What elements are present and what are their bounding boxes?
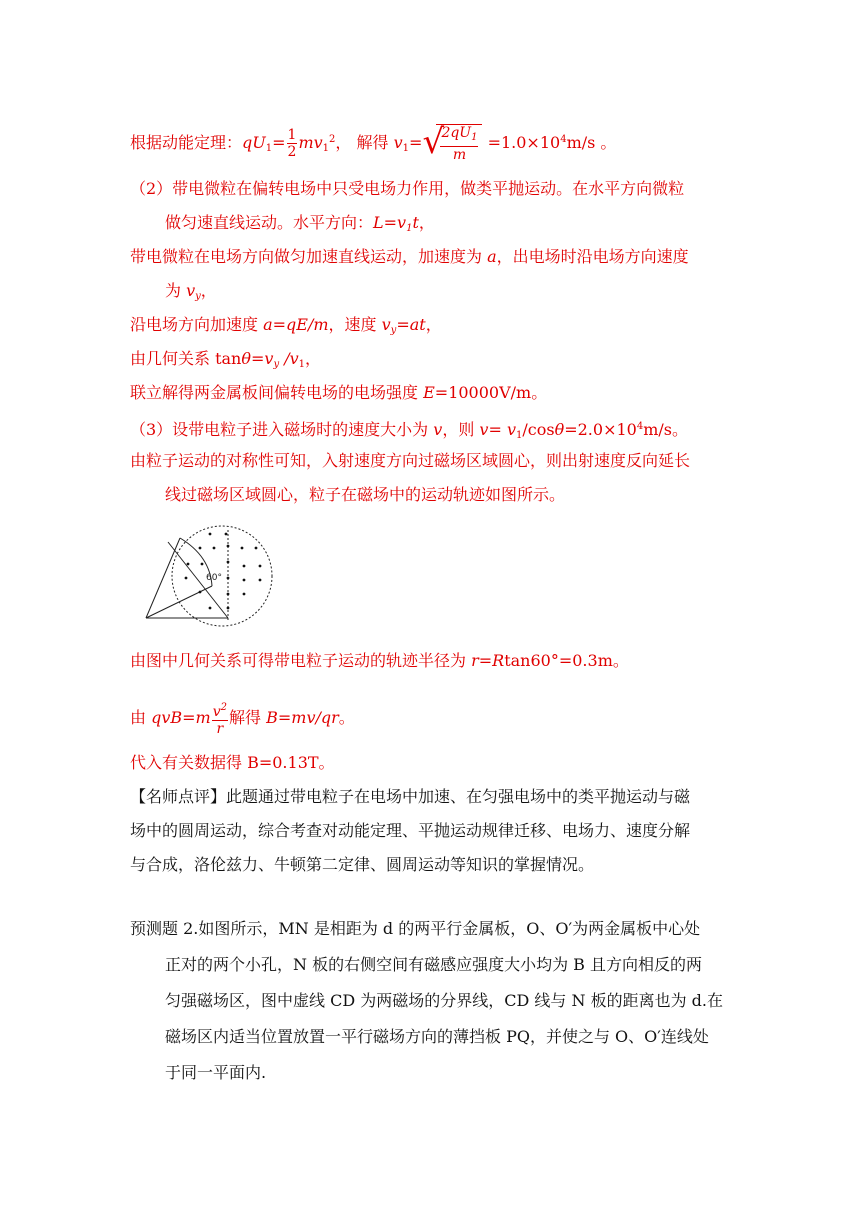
commentary-line-1 [130, 786, 690, 808]
field-dot [227, 607, 230, 610]
numerator [440, 125, 478, 147]
text: L=v [373, 213, 407, 232]
text: r [216, 721, 224, 737]
text: =2.0×10 [564, 420, 637, 439]
field-dot [227, 593, 230, 596]
text: θ=v [241, 349, 274, 368]
text: v= v [479, 420, 516, 439]
text: 【名师点评】此题通过带电粒子在电场中加速、在匀强电场中的类平抛运动与磁 [130, 787, 691, 806]
text: =1.0×10 [482, 133, 561, 152]
problem-2-line-1 [130, 918, 700, 940]
text: 磁场区内适当位置放置一平行磁场方向的薄挡板 PQ，并使之与 O、O′连线处 [165, 1027, 709, 1046]
text: v [212, 704, 221, 720]
text: 2 [287, 144, 297, 160]
angle-label: 60° [206, 573, 222, 583]
part-2-line [130, 178, 684, 200]
numerator [212, 700, 228, 721]
text: 代入有关数据得 B=0.13T。 [130, 753, 335, 772]
field-dot [241, 547, 244, 550]
text: 2qU [441, 125, 472, 141]
fraction [287, 127, 298, 160]
field-dot [243, 593, 246, 596]
text: （2）带电微粒在偏转电场中只受电场力作用，做类平抛运动。在水平方向微粒 [130, 179, 685, 198]
text: qvB=m [151, 708, 211, 727]
text: y [273, 359, 280, 370]
text: = [272, 133, 286, 152]
field-dot [199, 547, 202, 550]
part-3-line [130, 416, 688, 447]
text: 沿电场方向加速度 [130, 315, 264, 334]
field-dot [225, 533, 228, 536]
acceleration-line [130, 246, 689, 268]
field-dot [201, 563, 204, 566]
field-dot [259, 579, 262, 582]
text: 1 [516, 430, 523, 441]
kinetic-energy-theorem-line [130, 124, 616, 163]
text: =10000V/m。 [434, 383, 548, 402]
field-dot [209, 533, 212, 536]
text: 由图中几何关系可得带电粒子运动的轨迹半径为 [130, 651, 472, 670]
text: qU [242, 133, 266, 152]
field-dot [243, 579, 246, 582]
text: m [452, 147, 467, 163]
text: 解得 [229, 708, 267, 727]
field-dot [259, 565, 262, 568]
text: 正对的两个小孔，N 板的右侧空间有磁感应强度大小均为 B 且方向相反的两 [165, 955, 703, 974]
magnetic-field-trajectory-diagram [140, 520, 280, 632]
text: v [433, 420, 443, 439]
text: t [412, 213, 419, 232]
text: ，速度 [328, 315, 382, 334]
text: ， [418, 213, 435, 232]
text: a [487, 247, 497, 266]
text: r=R [471, 651, 505, 670]
text: m/s。 [643, 420, 688, 439]
text: 由 [130, 708, 152, 727]
text: =at [396, 315, 426, 334]
text: 1 [298, 359, 305, 370]
text: y [195, 291, 201, 302]
b-result-line [130, 752, 335, 774]
text: 1 [322, 143, 330, 154]
field-dot [243, 565, 246, 568]
field-dot [209, 607, 212, 610]
text: B=mv/qr [266, 708, 339, 727]
field-acceleration-line [130, 314, 442, 342]
field-dot [227, 545, 230, 548]
text: E [423, 383, 435, 402]
field-dot [199, 591, 202, 594]
text: 。 [338, 708, 355, 727]
text: 联立解得两金属板间偏转电场的电场强度 [130, 383, 424, 402]
text: 1 [471, 132, 478, 143]
text: 1 [287, 127, 297, 143]
text: ， [305, 349, 322, 368]
field-dot [255, 547, 258, 550]
text: 1 [402, 143, 410, 154]
field-dot [227, 561, 230, 564]
text: 线过磁场区域圆心，粒子在磁场中的运动轨迹如图所示。 [165, 485, 566, 504]
text: v [393, 133, 403, 152]
geometry-relation-line [130, 348, 321, 376]
text: ，出电场时沿电场方向速度 [496, 247, 689, 266]
text: ， 解得 [335, 133, 394, 152]
text: 2 [220, 702, 228, 713]
text: y [390, 325, 397, 336]
radical-sign: √ [422, 122, 445, 162]
radius-line [146, 586, 212, 618]
commentary-line-3 [130, 854, 594, 876]
problem-2-line-4 [165, 1026, 709, 1048]
problem-2-line-2 [165, 954, 702, 976]
field-dot [227, 577, 230, 580]
text: 1 [406, 223, 413, 234]
symmetry-line [130, 450, 690, 472]
text: m/s 。 [566, 133, 617, 152]
text: a=qE/m [263, 315, 329, 334]
problem-2-line-3 [165, 990, 723, 1012]
text: mv [298, 133, 323, 152]
text: （3）设带电粒子进入磁场时的速度大小为 [130, 420, 434, 439]
text: 带电微粒在电场方向做匀加速直线运动，加速度为 [130, 247, 488, 266]
field-dot [187, 563, 190, 566]
text: 于同一平面内. [165, 1063, 267, 1082]
text: 做匀速直线运动。水平方向： [165, 213, 374, 232]
text: /cos [522, 420, 555, 439]
text: /v [279, 349, 299, 368]
text: tan60°=0.3m。 [504, 651, 629, 670]
text: 为 [165, 281, 187, 300]
text: ， [200, 281, 217, 300]
square-root [422, 124, 482, 163]
lorentz-force-line [130, 700, 355, 737]
field-strength-result-line [130, 382, 547, 404]
text: ， [425, 315, 442, 334]
fraction [212, 700, 228, 737]
text: ，则 [442, 420, 480, 439]
field-dot [185, 577, 188, 580]
horizontal-direction-line [165, 212, 435, 240]
trajectory-line [165, 484, 565, 506]
field-dot [213, 547, 216, 550]
text: 与合成，洛伦兹力、牛顿第二定律、圆周运动等知识的掌握情况。 [130, 855, 595, 874]
text: 2 [329, 134, 336, 145]
text: v [186, 281, 196, 300]
problem-2-line-5 [165, 1062, 266, 1084]
commentary-line-2 [130, 820, 690, 842]
text: 4 [560, 134, 567, 145]
text: 1 [265, 143, 273, 154]
text: = [409, 133, 423, 152]
text: 由粒子运动的对称性可知，入射速度方向过磁场区域圆心，则出射速度反向延长 [130, 451, 691, 470]
text: 匀强磁场区，图中虚线 CD 为两磁场的分界线，CD 线与 N 板的距离也为 d.在 [165, 991, 723, 1010]
text: 场中的圆周运动，综合考查对动能定理、平抛运动规律迁移、电场力、速度分解 [130, 821, 691, 840]
text: 由几何关系 tan [130, 349, 242, 368]
radius-result-line [130, 650, 629, 672]
fraction [440, 125, 478, 163]
field-dots [185, 533, 262, 610]
text: v [381, 315, 391, 334]
text: 预测题 2.如图所示，MN 是相距为 d 的两平行金属板，O、O′为两金属板中心处 [130, 919, 701, 938]
text: 根据动能定理： [130, 133, 243, 152]
vy-line [165, 280, 217, 308]
text: θ [554, 420, 565, 439]
text: 4 [636, 421, 644, 432]
